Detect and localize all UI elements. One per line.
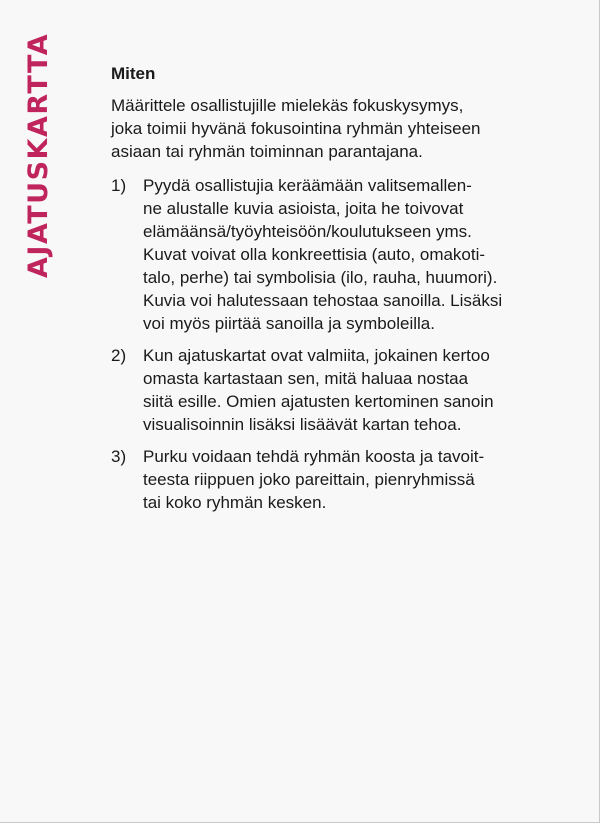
- step-text: Pyydä osallistujia keräämään valitsemallen- ne alustalle kuvia asioista, joita he toivovat elämäänsä/työyhteisöön/koulutukseen yms. Kuvat voivat olla konkreettisia (auto, omakoti- talo, perhe) tai symbolisia (ilo, rauha, huumori). Kuvia voi halutessaan tehostaa sanoilla. Lisäksi voi myös piirtää sanoilla ja symboleilla.: [143, 176, 503, 333]
- content-area: [111, 62, 551, 523]
- list-item: [111, 174, 551, 335]
- step-text: Kun ajatuskartat ovat valmiita, jokainen kertoo omasta kartastaan sen, mitä haluaa nostaa siitä esille. Omien ajatusten kertominen sanoin visualisoinnin lisäksi lisäävät kartan tehoa.: [143, 346, 494, 434]
- list-item: [111, 445, 551, 514]
- step-number: 1): [111, 176, 127, 195]
- steps-list: [111, 174, 551, 514]
- step-number: 2): [111, 346, 127, 365]
- side-title: AJATUSKARTTA: [23, 32, 54, 278]
- step-text: Purku voidaan tehdä ryhmän koosta ja tavoit- teesta riippuen joko pareittain, pienryhmissä tai koko ryhmän kesken.: [143, 447, 485, 512]
- step-number: 3): [111, 447, 127, 466]
- list-item: [111, 344, 551, 436]
- section-heading: Miten: [111, 64, 156, 83]
- intro-paragraph: Määrittele osallistujille mielekäs fokuskysymys, joka toimii hyvänä fokusointina ryhmän yhteiseen asiaan tai ryhmän toiminnan parantajana.: [111, 96, 481, 161]
